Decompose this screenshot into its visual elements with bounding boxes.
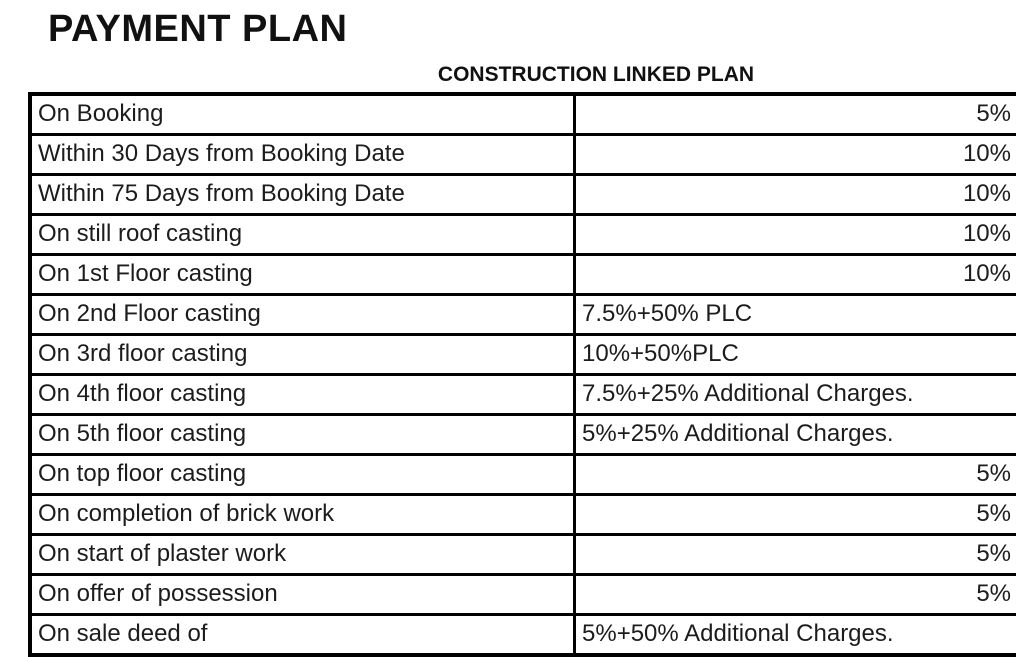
milestone-cell: On 3rd floor casting (30, 335, 575, 375)
payment-cell: 5%+25% Additional Charges. (575, 415, 1016, 455)
payment-cell: 5% (575, 495, 1016, 535)
milestone-cell: On 1st Floor casting (30, 255, 575, 295)
milestone-cell: Within 75 Days from Booking Date (30, 175, 575, 215)
payment-cell: 7.5%+25% Additional Charges. (575, 375, 1016, 415)
milestone-cell: Within 30 Days from Booking Date (30, 135, 575, 175)
milestone-cell: On sale deed of (30, 615, 575, 656)
page-title: PAYMENT PLAN (48, 8, 347, 51)
milestone-cell: On 4th floor casting (30, 375, 575, 415)
milestone-cell: On offer of possession (30, 575, 575, 615)
milestone-cell: On completion of brick work (30, 495, 575, 535)
table-row (30, 375, 1016, 415)
table-row (30, 495, 1016, 535)
table-row (30, 215, 1016, 255)
payment-cell: 5%+50% Additional Charges. (575, 615, 1016, 656)
payment-cell: 7.5%+50% PLC (575, 295, 1016, 335)
table-row (30, 335, 1016, 375)
table-row (30, 615, 1016, 656)
table-row (30, 295, 1016, 335)
milestone-cell: On top floor casting (30, 455, 575, 495)
payment-cell: 5% (575, 535, 1016, 575)
table-row (30, 575, 1016, 615)
table-row (30, 415, 1016, 455)
table-row (30, 535, 1016, 575)
table-row (30, 175, 1016, 215)
table-row (30, 455, 1016, 495)
table-title-container (196, 63, 996, 87)
milestone-cell: On start of plaster work (30, 535, 575, 575)
milestone-cell: On 5th floor casting (30, 415, 575, 455)
payment-cell: 5% (575, 455, 1016, 495)
table-row (30, 135, 1016, 175)
payment-cell: 10% (575, 215, 1016, 255)
payment-plan-table (28, 92, 1016, 657)
payment-cell: 10% (575, 135, 1016, 175)
milestone-cell: On 2nd Floor casting (30, 295, 575, 335)
payment-cell: 5% (575, 94, 1016, 135)
milestone-cell: On still roof casting (30, 215, 575, 255)
table-title: CONSTRUCTION LINKED PLAN (438, 63, 754, 87)
payment-cell: 10% (575, 255, 1016, 295)
payment-cell: 5% (575, 575, 1016, 615)
table-row (30, 94, 1016, 135)
payment-cell: 10%+50%PLC (575, 335, 1016, 375)
table-row (30, 255, 1016, 295)
payment-cell: 10% (575, 175, 1016, 215)
payment-plan-table-body (30, 94, 1016, 655)
milestone-cell: On Booking (30, 94, 575, 135)
